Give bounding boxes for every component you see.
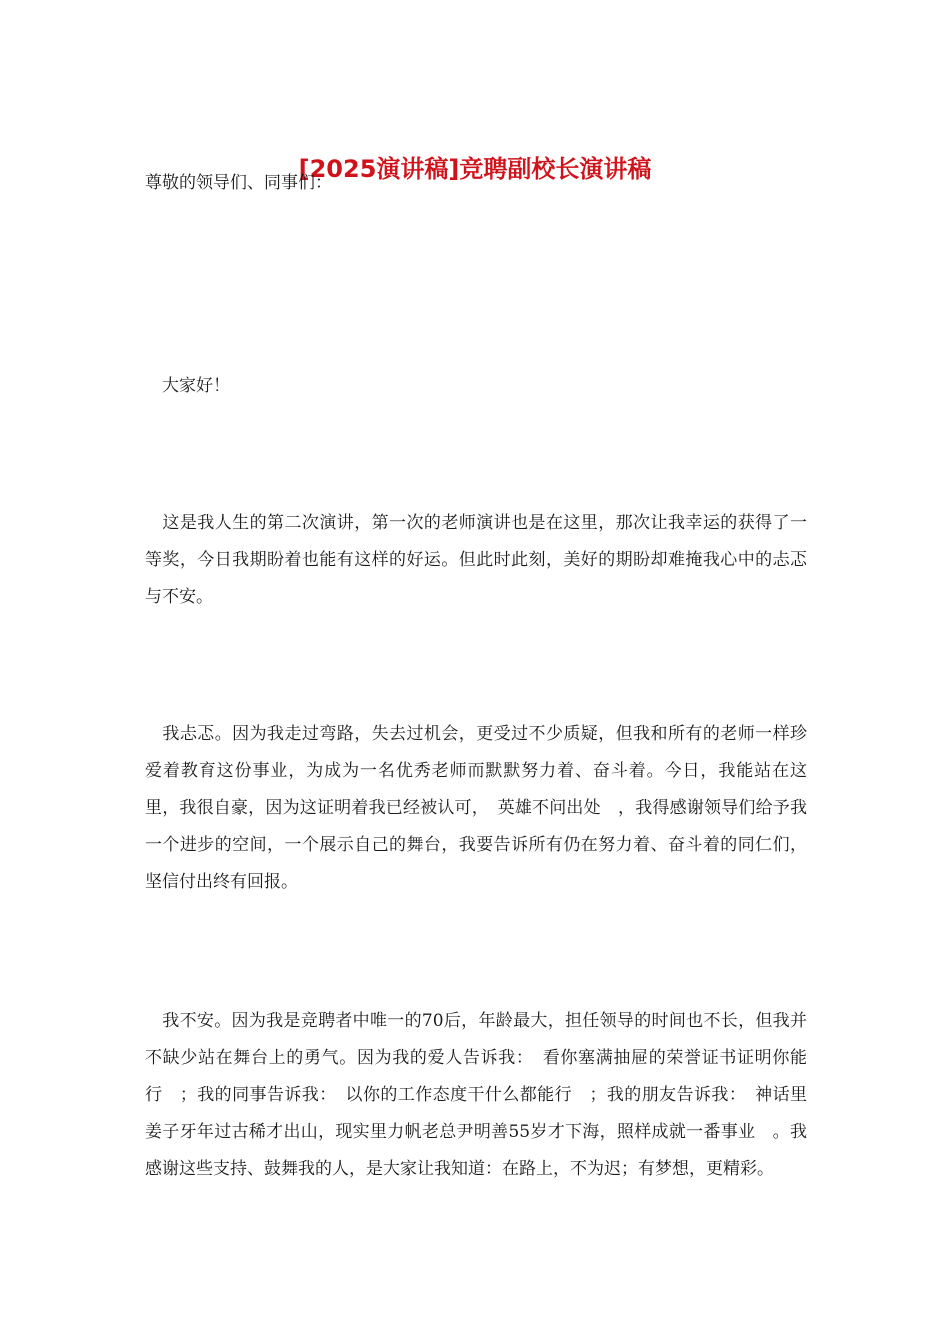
document-title: [2025演讲稿]竞聘副校长演讲稿 <box>298 155 652 183</box>
salutation: 尊敬的领导们、同事们： <box>145 173 332 193</box>
paragraph-uneasy: 我不安。因为我是竞聘者中唯一的70后，年龄最大，担任领导的时间也不长，但我并不缺少站在舞台上的勇气。因为我的爱人告诉我： 看你塞满抽屉的荣誉证书证明你能行 ；我的同事告诉我： 以你的工作态度干什么都能行 ；我的朋友告诉我： 神话里姜子牙年过古稀才出山，现实里力帆老总尹明善55岁才下海，照样成就一番事业 。我感谢这些支持、鼓舞我的人，是大家让我知道：在路上，不为迟；有梦想，更精彩。 <box>145 1011 807 1179</box>
paragraph-intro: 这是我人生的第二次演讲，第一次的老师演讲也是在这里，那次让我幸运的获得了一等奖，今日我期盼着也能有这样的好运。但此时此刻，美好的期盼却难掩我心中的忐忑与不安。 <box>145 513 807 607</box>
paragraph-greeting: 大家好！ <box>145 376 230 396</box>
paragraph-anxious: 我忐忑。因为我走过弯路，失去过机会，更受过不少质疑，但我和所有的老师一样珍爱着教育这份事业，为成为一名优秀老师而默默努力着、奋斗着。今日，我能站在这里，我很自豪，因为这证明着我已经被认可， 英雄不问出处 ，我得感谢领导们给予我一个进步的空间，一个展示自己的舞台，我要告诉所有仍在努力着、奋斗着的同仁们，坚信付出终有回报。 <box>145 724 807 892</box>
